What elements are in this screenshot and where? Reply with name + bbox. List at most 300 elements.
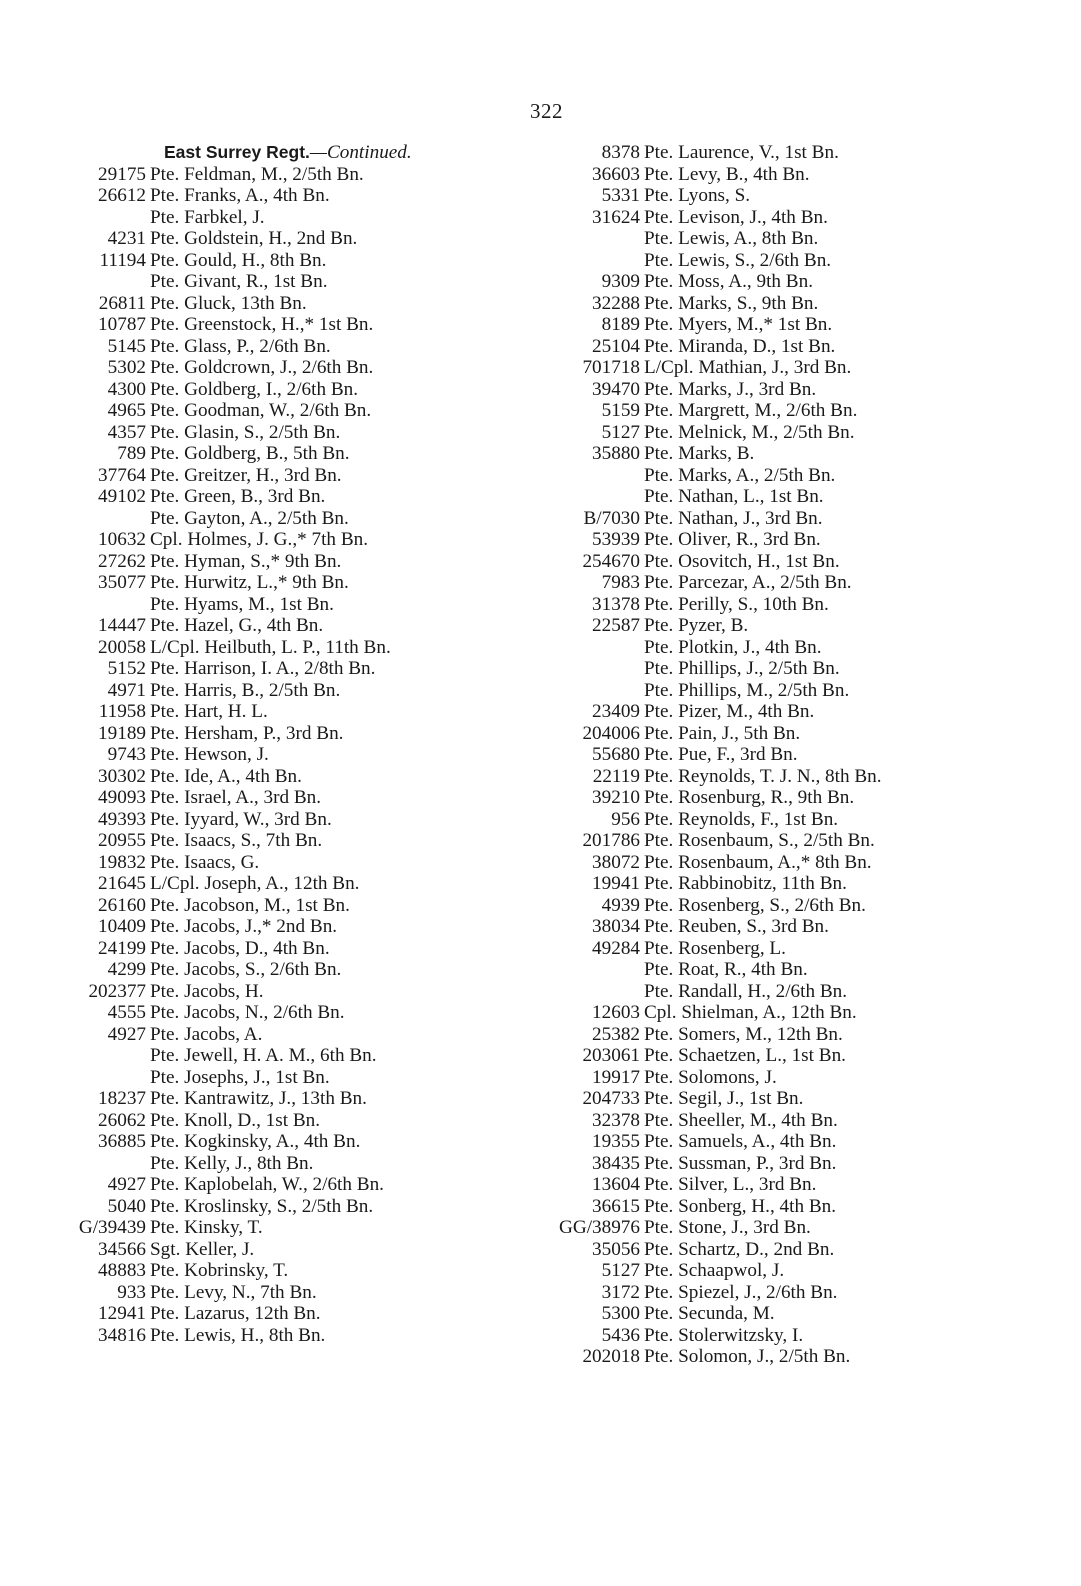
soldier-entry: Pte. Samuels, A., 4th Bn. (644, 1131, 837, 1152)
soldier-entry: Pte. Pue, F., 3rd Bn. (644, 744, 798, 765)
service-number (558, 465, 644, 487)
roll-entry (558, 357, 1028, 379)
service-number (558, 680, 644, 702)
roll-entry (72, 1067, 542, 1089)
soldier-entry: Pte. Lyons, S. (644, 185, 751, 206)
service-number: 14447 (98, 615, 146, 636)
soldier-entry: Pte. Marks, A., 2/5th Bn. (644, 464, 836, 486)
roll-entry (558, 680, 1028, 702)
service-number: 18237 (98, 1088, 146, 1109)
soldier-entry: Pte. Roat, R., 4th Bn. (644, 959, 808, 980)
soldier-entry: Cpl. Shielman, A., 12th Bn. (644, 1002, 857, 1023)
service-number: 202377 (88, 980, 146, 1002)
soldier-entry: Pte. Givant, R., 1st Bn. (150, 271, 328, 292)
soldier-entry: Pte. Jacobs, N., 2/6th Bn. (150, 1002, 345, 1023)
service-number: 4231 (107, 228, 146, 249)
service-number: 9309 (601, 271, 640, 292)
soldier-entry: Pte. Parcezar, A., 2/5th Bn. (644, 572, 852, 593)
service-number: 5331 (601, 185, 640, 206)
soldier-entry: Pte. Goldberg, I., 2/6th Bn. (150, 378, 359, 400)
roll-entry (558, 1239, 1028, 1261)
soldier-entry: Pte. Melnick, M., 2/5th Bn. (644, 421, 855, 443)
soldier-entry: Pte. Rosenburg, R., 9th Bn. (644, 787, 855, 808)
soldier-entry: Pte. Lazarus, 12th Bn. (150, 1303, 321, 1324)
service-number: 956 (611, 808, 640, 830)
roll-entry (558, 744, 1028, 766)
soldier-entry: Pte. Laurence, V., 1st Bn. (644, 142, 839, 163)
roll-entry (558, 766, 1028, 788)
roll-entry (72, 809, 542, 831)
service-number: 11958 (98, 701, 146, 722)
service-number: 49284 (592, 937, 640, 959)
service-number: 49102 (98, 486, 146, 507)
roll-entry (558, 1174, 1028, 1196)
service-number: 5159 (601, 400, 640, 421)
roll-entry (72, 959, 542, 981)
roll-entry (72, 400, 542, 422)
soldier-entry: Pte. Greenstock, H.,* 1st Bn. (150, 314, 374, 335)
roll-entry (558, 228, 1028, 250)
service-number (558, 959, 644, 981)
service-number: 23409 (592, 701, 640, 722)
soldier-entry: Cpl. Holmes, J. G.,* 7th Bn. (150, 529, 369, 550)
service-number: 19355 (592, 1131, 640, 1152)
service-number: 20955 (98, 830, 146, 851)
service-number: 933 (117, 1281, 146, 1303)
roll-entry (72, 465, 542, 487)
roll-entry (72, 357, 542, 379)
soldier-entry: Pte. Glass, P., 2/6th Bn. (150, 335, 331, 357)
roll-entry (558, 701, 1028, 723)
soldier-entry: Pte. Segil, J., 1st Bn. (644, 1088, 804, 1109)
soldier-entry: Pte. Osovitch, H., 1st Bn. (644, 550, 840, 572)
service-number: 204006 (582, 722, 640, 744)
soldier-entry: Pte. Pain, J., 5th Bn. (644, 722, 801, 744)
soldier-entry: Pte. Isaacs, G. (150, 851, 260, 873)
service-number: 24199 (98, 937, 146, 959)
soldier-entry: Pte. Lewis, H., 8th Bn. (150, 1324, 326, 1346)
soldier-entry: Pte. Kantrawitz, J., 13th Bn. (150, 1088, 367, 1109)
soldier-entry: Pte. Hyman, S.,* 9th Bn. (150, 550, 342, 572)
roll-entry (558, 422, 1028, 444)
service-number: 789 (117, 443, 146, 464)
soldier-entry: Pte. Goldcrown, J., 2/6th Bn. (150, 357, 374, 378)
soldier-entry: Pte. Sonberg, H., 4th Bn. (644, 1195, 837, 1217)
roll-entry (558, 873, 1028, 895)
service-number: G/39439 (78, 1217, 146, 1238)
service-number: 26811 (98, 292, 146, 314)
roll-entry (558, 1303, 1028, 1325)
soldier-entry: Pte. Margrett, M., 2/6th Bn. (644, 400, 858, 421)
roll-entry (72, 787, 542, 809)
regiment-title: East Surrey Regt. (164, 142, 310, 162)
soldier-entry: Pte. Gould, H., 8th Bn. (150, 249, 327, 271)
soldier-entry: Pte. Hart, H. L. (150, 701, 268, 722)
service-number: 55680 (592, 744, 640, 765)
service-number: 10632 (98, 529, 146, 550)
soldier-entry: Pte. Phillips, J., 2/5th Bn. (644, 658, 840, 679)
service-number: 26062 (98, 1109, 146, 1131)
service-number: 13604 (592, 1174, 640, 1195)
service-number: B/7030 (583, 507, 640, 529)
roll-entry (72, 250, 542, 272)
soldier-entry: Pte. Greitzer, H., 3rd Bn. (150, 464, 342, 486)
right-column (558, 142, 1028, 1368)
roll-entry (558, 486, 1028, 508)
roll-entry (558, 959, 1028, 981)
service-number: 11194 (99, 249, 146, 271)
soldier-entry: Pte. Secunda, M. (644, 1303, 775, 1324)
roll-entry (558, 1153, 1028, 1175)
roll-entry (558, 379, 1028, 401)
soldier-entry: Pte. Moss, A., 9th Bn. (644, 271, 813, 292)
soldier-entry: Pte. Marks, J., 3rd Bn. (644, 378, 817, 400)
roll-entry (72, 336, 542, 358)
service-number (72, 207, 150, 229)
service-number (558, 981, 644, 1003)
roll-entry (558, 787, 1028, 809)
service-number: 4300 (107, 378, 146, 400)
service-number: 4971 (107, 679, 146, 701)
soldier-entry: Pte. Harrison, I. A., 2/8th Bn. (150, 658, 376, 679)
soldier-entry: Pte. Nathan, J., 3rd Bn. (644, 507, 823, 529)
roll-entry (72, 1217, 542, 1239)
service-number: 53939 (592, 529, 640, 550)
roll-entry (72, 680, 542, 702)
roll-entry (558, 164, 1028, 186)
roll-entry (558, 572, 1028, 594)
service-number (558, 658, 644, 680)
soldier-entry: Pte. Kobrinsky, T. (150, 1260, 289, 1281)
roll-entry (558, 207, 1028, 229)
roll-entry (558, 551, 1028, 573)
soldier-entry: Pte. Schaapwol, J. (644, 1260, 785, 1281)
roll-entry (72, 1110, 542, 1132)
soldier-entry: Pte. Randall, H., 2/6th Bn. (644, 980, 848, 1002)
soldier-entry: Pte. Spiezel, J., 2/6th Bn. (644, 1281, 838, 1303)
roll-entry (558, 830, 1028, 852)
service-number: 204733 (582, 1088, 640, 1109)
soldier-entry: Pte. Phillips, M., 2/5th Bn. (644, 679, 850, 701)
soldier-entry: Pte. Hewson, J. (150, 744, 269, 765)
service-number: 25382 (592, 1023, 640, 1045)
soldier-entry: Pte. Plotkin, J., 4th Bn. (644, 636, 822, 658)
roll-entry (558, 529, 1028, 551)
roll-entry (72, 916, 542, 938)
service-number: 35880 (592, 443, 640, 464)
service-number: 22587 (592, 615, 640, 636)
soldier-entry: Pte. Rosenberg, L. (644, 937, 786, 959)
roll-entry (72, 572, 542, 594)
soldier-entry: Pte. Josephs, J., 1st Bn. (150, 1066, 330, 1088)
service-number: 31378 (592, 593, 640, 615)
service-number: 19832 (98, 851, 146, 873)
service-number: 21645 (98, 873, 146, 894)
service-number (72, 1045, 150, 1067)
soldier-entry: Pte. Jacobs, A. (150, 1023, 263, 1045)
roll-entry (558, 336, 1028, 358)
service-number: 8378 (601, 142, 640, 163)
service-number (72, 594, 150, 616)
right-roll-list (558, 142, 1028, 1368)
soldier-entry: Pte. Reynolds, F., 1st Bn. (644, 808, 839, 830)
service-number: 5152 (107, 658, 146, 679)
roll-entry (72, 422, 542, 444)
roll-entry (558, 271, 1028, 293)
left-roll-list (72, 164, 542, 1347)
soldier-entry: Pte. Goldberg, B., 5th Bn. (150, 443, 350, 464)
service-number: 4357 (107, 421, 146, 443)
soldier-entry: Pte. Miranda, D., 1st Bn. (644, 335, 836, 357)
soldier-entry: Pte. Glasin, S., 2/5th Bn. (150, 421, 341, 443)
service-number: 49093 (98, 787, 146, 808)
roll-entry (558, 250, 1028, 272)
roll-entry (558, 938, 1028, 960)
soldier-entry: Pte. Gayton, A., 2/5th Bn. (150, 507, 349, 529)
roll-entry (72, 1088, 542, 1110)
soldier-entry: Pte. Green, B., 3rd Bn. (150, 486, 326, 507)
soldier-entry: Pte. Hurwitz, L.,* 9th Bn. (150, 572, 349, 593)
roll-entry (72, 529, 542, 551)
roll-entry (72, 293, 542, 315)
roll-entry (72, 873, 542, 895)
roll-entry (72, 185, 542, 207)
soldier-entry: Pte. Jacobs, D., 4th Bn. (150, 937, 330, 959)
soldier-entry: Pte. Stolerwitzsky, I. (644, 1324, 804, 1346)
soldier-entry: Pte. Kroslinsky, S., 2/5th Bn. (150, 1195, 374, 1217)
service-number: 32288 (592, 292, 640, 314)
soldier-entry: Pte. Gluck, 13th Bn. (150, 292, 307, 314)
soldier-entry: Pte. Jacobson, M., 1st Bn. (150, 894, 350, 916)
roll-entry (72, 938, 542, 960)
roll-entry (558, 916, 1028, 938)
service-number: 5145 (107, 335, 146, 357)
soldier-entry: Pte. Myers, M.,* 1st Bn. (644, 314, 833, 335)
roll-entry (72, 1153, 542, 1175)
soldier-entry: Pte. Levison, J., 4th Bn. (644, 206, 828, 228)
left-column (72, 142, 542, 1346)
roll-entry (72, 895, 542, 917)
roll-entry (72, 1282, 542, 1304)
roll-entry (72, 766, 542, 788)
service-number: 5302 (107, 357, 146, 378)
service-number: 39210 (592, 787, 640, 808)
service-number: 9743 (107, 744, 146, 765)
roll-entry (558, 809, 1028, 831)
service-number: 34816 (98, 1324, 146, 1346)
soldier-entry: Pte. Kelly, J., 8th Bn. (150, 1152, 314, 1174)
service-number: 35056 (592, 1238, 640, 1260)
roll-entry (72, 830, 542, 852)
continued-label: —Continued. (309, 142, 412, 163)
service-number: 4965 (107, 400, 146, 421)
service-number: 36603 (592, 163, 640, 185)
soldier-entry: Pte. Hyams, M., 1st Bn. (150, 593, 334, 615)
service-number: 3172 (601, 1281, 640, 1303)
service-number: 39470 (592, 378, 640, 400)
roll-entry (72, 551, 542, 573)
roll-entry (558, 1260, 1028, 1282)
soldier-entry: Pte. Farbkel, J. (150, 206, 265, 228)
soldier-entry: Pte. Sheeller, M., 4th Bn. (644, 1109, 838, 1131)
service-number (558, 637, 644, 659)
roll-entry (72, 1174, 542, 1196)
service-number: 10409 (98, 916, 146, 937)
soldier-entry: Pte. Jacobs, J.,* 2nd Bn. (150, 916, 338, 937)
service-number: 5040 (107, 1195, 146, 1217)
roll-entry (558, 1002, 1028, 1024)
soldier-entry: Pte. Kinsky, T. (150, 1217, 263, 1238)
roll-entry (72, 594, 542, 616)
service-number: 19941 (592, 873, 640, 894)
service-number: 35077 (98, 572, 146, 593)
soldier-entry: Pte. Sussman, P., 3rd Bn. (644, 1152, 837, 1174)
service-number: 48883 (98, 1260, 146, 1281)
roll-entry (558, 1024, 1028, 1046)
soldier-entry: Pte. Stone, J., 3rd Bn. (644, 1217, 811, 1238)
roll-entry (558, 400, 1028, 422)
soldier-entry: Pte. Hersham, P., 3rd Bn. (150, 722, 344, 744)
service-number: 22119 (592, 765, 640, 787)
roll-entry (72, 508, 542, 530)
service-number: 254670 (582, 550, 640, 572)
roll-entry (72, 1002, 542, 1024)
roll-entry (72, 1024, 542, 1046)
roll-entry (558, 185, 1028, 207)
service-number (558, 486, 644, 508)
service-number: 29175 (98, 163, 146, 185)
service-number: 12603 (592, 1002, 640, 1023)
soldier-entry: Pte. Reynolds, T. J. N., 8th Bn. (644, 765, 882, 787)
soldier-entry: Pte. Silver, L., 3rd Bn. (644, 1174, 817, 1195)
roll-entry (558, 1282, 1028, 1304)
roll-entry (72, 443, 542, 465)
soldier-entry: Pte. Oliver, R., 3rd Bn. (644, 529, 821, 550)
roll-entry (72, 1239, 542, 1261)
roll-entry (558, 1045, 1028, 1067)
service-number (72, 271, 150, 293)
roll-entry (72, 207, 542, 229)
roll-entry (72, 271, 542, 293)
soldier-entry: Pte. Knoll, D., 1st Bn. (150, 1109, 321, 1131)
service-number: 4555 (107, 1002, 146, 1023)
service-number: 25104 (592, 335, 640, 357)
soldier-entry: Pte. Israel, A., 3rd Bn. (150, 787, 322, 808)
service-number: 20058 (98, 636, 146, 658)
soldier-entry: Pte. Schaetzen, L., 1st Bn. (644, 1045, 846, 1066)
roll-entry (72, 1045, 542, 1067)
service-number: 34566 (98, 1238, 146, 1260)
page-number: 322 (530, 99, 563, 123)
service-number: 38034 (592, 916, 640, 937)
service-number: 27262 (98, 550, 146, 572)
service-number (558, 250, 644, 272)
roll-entry (558, 1088, 1028, 1110)
soldier-entry: L/Cpl. Joseph, A., 12th Bn. (150, 873, 360, 894)
soldier-entry: Pte. Ide, A., 4th Bn. (150, 765, 302, 787)
roll-entry (558, 637, 1028, 659)
roll-entry (558, 1325, 1028, 1347)
roll-entry (558, 142, 1028, 164)
roll-entry (72, 852, 542, 874)
service-number: 12941 (98, 1303, 146, 1324)
service-number: 5127 (601, 1260, 640, 1281)
service-number (72, 508, 150, 530)
service-number: 5300 (601, 1303, 640, 1324)
roll-entry (72, 744, 542, 766)
service-number: 5127 (601, 421, 640, 443)
soldier-entry: Pte. Marks, S., 9th Bn. (644, 292, 819, 314)
soldier-entry: Pte. Reuben, S., 3rd Bn. (644, 916, 829, 937)
roll-entry (72, 981, 542, 1003)
service-number: 36885 (98, 1131, 146, 1152)
roll-entry (558, 615, 1028, 637)
service-number: 38072 (592, 851, 640, 873)
soldier-entry: Pte. Rosenbaum, A.,* 8th Bn. (644, 851, 872, 873)
roll-entry (558, 895, 1028, 917)
service-number: 38435 (592, 1152, 640, 1174)
soldier-entry: Pte. Jacobs, S., 2/6th Bn. (150, 959, 342, 980)
service-number (72, 1153, 150, 1175)
section-heading (72, 142, 542, 164)
soldier-entry: Pte. Somers, M., 12th Bn. (644, 1023, 843, 1045)
soldier-entry: Pte. Schartz, D., 2nd Bn. (644, 1238, 835, 1260)
soldier-entry: Pte. Marks, B. (644, 443, 755, 464)
roll-entry (558, 723, 1028, 745)
roll-entry (558, 852, 1028, 874)
soldier-entry: Pte. Kaplobelah, W., 2/6th Bn. (150, 1174, 384, 1195)
service-number: 8189 (601, 314, 640, 335)
service-number: GG/38976 (558, 1217, 640, 1238)
service-number: 4927 (107, 1174, 146, 1195)
soldier-entry: Sgt. Keller, J. (150, 1238, 255, 1260)
roll-entry (72, 1325, 542, 1347)
roll-entry (72, 1131, 542, 1153)
roll-entry (72, 314, 542, 336)
roll-entry (558, 465, 1028, 487)
roll-entry (558, 594, 1028, 616)
roll-entry (558, 981, 1028, 1003)
service-number: 202018 (582, 1346, 640, 1367)
service-number: 26160 (98, 894, 146, 916)
service-number: 32378 (592, 1109, 640, 1131)
roll-entry (72, 486, 542, 508)
roll-entry (72, 637, 542, 659)
soldier-entry: Pte. Franks, A., 4th Bn. (150, 185, 330, 206)
soldier-entry: Pte. Isaacs, S., 7th Bn. (150, 830, 323, 851)
soldier-entry: Pte. Nathan, L., 1st Bn. (644, 486, 824, 507)
soldier-entry: Pte. Hazel, G., 4th Bn. (150, 615, 324, 636)
roll-entry (558, 1217, 1028, 1239)
service-number: 4939 (601, 894, 640, 916)
roll-entry (72, 658, 542, 680)
soldier-entry: Pte. Harris, B., 2/5th Bn. (150, 679, 341, 701)
soldier-entry: Pte. Iyyard, W., 3rd Bn. (150, 808, 332, 830)
roll-entry (558, 293, 1028, 315)
roll-entry (72, 1260, 542, 1282)
service-number: 7983 (601, 572, 640, 593)
soldier-entry: Pte. Perilly, S., 10th Bn. (644, 593, 829, 615)
soldier-entry: Pte. Feldman, M., 2/5th Bn. (150, 163, 364, 185)
service-number: 4299 (107, 959, 146, 980)
service-number (558, 228, 644, 250)
soldier-entry: Pte. Solomon, J., 2/5th Bn. (644, 1346, 851, 1367)
service-number: 30302 (98, 765, 146, 787)
roll-entry (72, 723, 542, 745)
roll-entry (558, 658, 1028, 680)
soldier-entry: L/Cpl. Heilbuth, L. P., 11th Bn. (150, 636, 391, 658)
roll-entry (558, 443, 1028, 465)
